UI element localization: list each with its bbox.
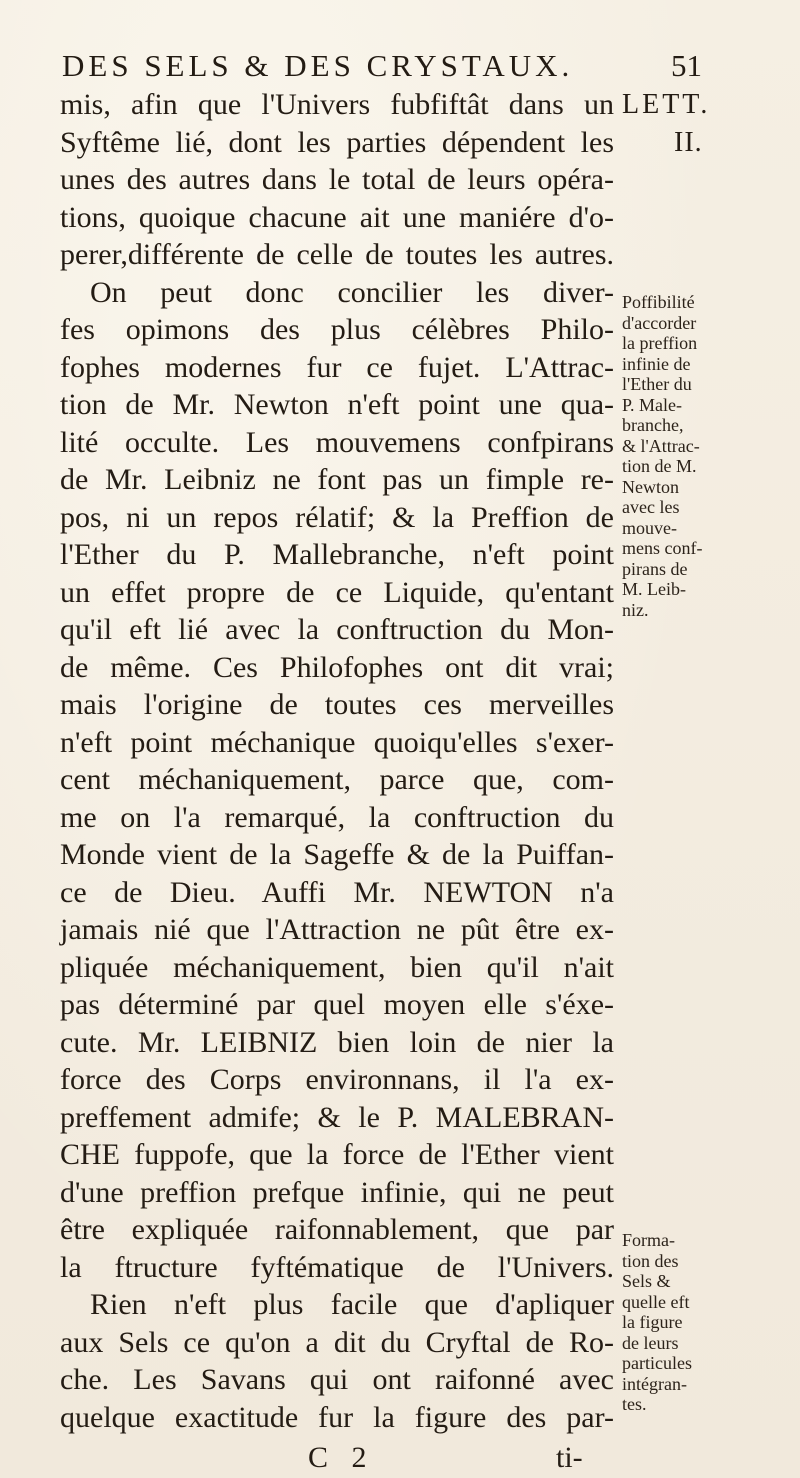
body-text	[60, 86, 614, 1436]
running-head	[62, 48, 702, 82]
body-line: de Mr. Leibniz ne font pas un fimple re-	[60, 463, 614, 496]
margin-note-line: tion de M.	[622, 456, 697, 476]
body-line: jamais nié que l'Attraction ne pût être ex-	[60, 913, 614, 946]
margin-note-line: branche,	[622, 415, 684, 435]
margin-note-line: Sels &	[622, 1271, 671, 1291]
body-line: On peut donc concilier les diver-	[90, 275, 614, 309]
margin-note-line: M. Leib-	[622, 579, 686, 599]
body-line: de même. Ces Philofophes ont dit vrai;	[60, 650, 614, 684]
body-line: CHE fuppofe, que la force de l'Ether vient	[60, 1138, 614, 1171]
body-line: n'eft point méchanique quoiqu'elles s'exer-	[60, 725, 614, 759]
body-line: ce de Dieu. Auffi Mr. NEWTON n'a	[60, 875, 614, 909]
body-line: preffement admife; & le P. MALEBRAN-	[60, 1100, 614, 1134]
margin-note-line: avec les	[622, 497, 680, 517]
body-line: la ftructure fyftématique de l'Univers.	[60, 1250, 614, 1284]
margin-note-line: Newton	[622, 476, 679, 497]
body-line: mis, afin que l'Univers fubfiftât dans un	[60, 88, 614, 121]
body-line: Rien n'eft plus facile que d'apliquer	[90, 1288, 614, 1321]
body-line: force des Corps environnans, il l'a ex-	[60, 1063, 614, 1096]
margin-letter-label: LETT.	[622, 89, 711, 120]
margin-note-line: de leurs	[622, 1332, 679, 1353]
margin-note-line: Poffibilité	[622, 292, 695, 312]
body-line: l'Ether du P. Mallebranche, n'eft point	[60, 538, 614, 571]
body-line: me on l'a remarqué, la conftruction du	[60, 800, 614, 834]
body-line: che. Les Savans qui ont raifonné avec	[60, 1363, 614, 1396]
margin-note-line: la preffion	[622, 333, 698, 353]
margin-note-line: infinie de	[622, 353, 691, 374]
margin-note-1	[622, 292, 742, 620]
margin-letter-number: II.	[674, 126, 703, 158]
body-line: Monde vient de la Sageffe & de la Puiffan-	[60, 838, 614, 871]
margin-note-line: l'Ether du	[622, 374, 692, 394]
body-line: fophes modernes fur ce fujet. L'Attrac-	[60, 350, 614, 384]
body-line: un effet propre de ce Liquide, qu'entant	[60, 575, 614, 609]
margin-note-line: particules	[622, 1353, 692, 1373]
body-line: tions, quoique chacune ait une maniére d'o-	[60, 200, 614, 234]
signature-mark: C 2	[308, 1441, 375, 1474]
margin-note-line: d'accorder	[622, 312, 697, 333]
body-line: lité occulte. Les mouvemens confpirans	[60, 425, 614, 459]
body-line: être expliquée raifonnablement, que par	[60, 1213, 614, 1246]
body-line: pas déterminé par quel moyen elle s'éxe-	[60, 988, 614, 1021]
margin-note-line: tes.	[622, 1394, 647, 1414]
margin-note-line: mens conf-	[622, 538, 703, 558]
body-line: Syftême lié, dont les parties dépendent les	[60, 125, 614, 159]
body-line: d'une preffion prefque infinie, qui ne peut	[60, 1175, 614, 1209]
body-line: aux Sels ce qu'on a dit du Cryftal de Ro-	[60, 1325, 614, 1359]
body-line: unes des autres dans le total de leurs opéra-	[60, 163, 614, 196]
body-line: pos, ni un repos rélatif; & la Preffion de	[60, 500, 614, 534]
body-line: quelque exactitude fur la figure des par-	[60, 1400, 614, 1434]
margin-note-line: pirans de	[622, 558, 688, 579]
body-line: fes opimons des plus célèbres Philo-	[60, 313, 614, 346]
margin-note-line: P. Male-	[622, 394, 682, 415]
running-title: DES SELS & DES CRYSTAUX.	[62, 48, 574, 83]
margin-note-line: intégran-	[622, 1373, 687, 1394]
body-line: perer,différente de celle de toutes les autres.	[60, 238, 614, 271]
margin-note-line: tion des	[622, 1250, 679, 1271]
margin-note-line: la figure	[622, 1312, 683, 1332]
body-line: cute. Mr. LEIBNIZ bien loin de nier la	[60, 1025, 614, 1059]
body-line: qu'il eft lié avec la conftruction du Mon-	[60, 613, 614, 646]
margin-note-2	[622, 1230, 742, 1415]
catchword: ti-	[556, 1441, 583, 1474]
body-line: mais l'origine de toutes ces merveilles	[60, 688, 614, 721]
margin-note-line: mouve-	[622, 517, 677, 538]
body-line: pliquée méchaniquement, bien qu'il n'ait	[60, 950, 614, 984]
margin-note-line: & l'Attrac-	[622, 435, 700, 456]
margin-letter-ref	[622, 86, 752, 161]
page-number: 51	[671, 48, 702, 83]
margin-note-line: niz.	[622, 599, 649, 620]
body-line: tion de Mr. Newton n'eft point une qua-	[60, 388, 614, 421]
margin-note-line: quelle eft	[622, 1291, 690, 1312]
body-line: cent méchaniquement, parce que, com-	[60, 763, 614, 796]
margin-note-line: Forma-	[622, 1230, 675, 1250]
